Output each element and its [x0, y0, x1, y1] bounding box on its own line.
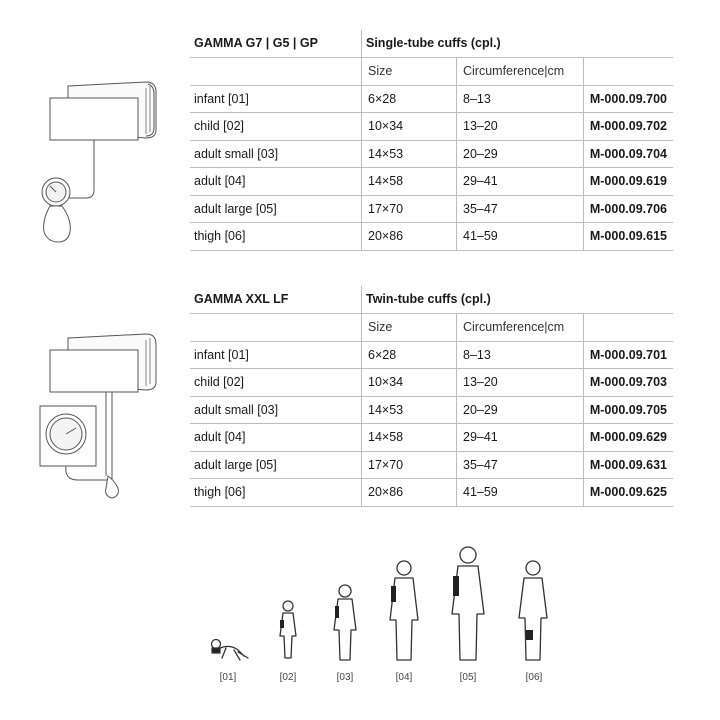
- figure-label-06: [06]: [525, 672, 543, 683]
- twin-tube-cuffs-table: [190, 286, 673, 507]
- table-row: [190, 396, 673, 424]
- figure-label-02: [02]: [279, 672, 297, 683]
- table-row: [190, 479, 673, 507]
- cuff-circumference: 13–20: [457, 113, 584, 141]
- article-code: M-000.09.619: [584, 168, 674, 196]
- table-row: [190, 195, 673, 223]
- table-row: [190, 113, 673, 141]
- cuff-name: child [02]: [190, 113, 362, 141]
- cuff-name: thigh [06]: [190, 223, 362, 251]
- handheld-gauge-illustration: [28, 80, 163, 250]
- article-code: M-000.09.704: [584, 140, 674, 168]
- adult-large-figure-icon: [452, 547, 484, 660]
- cuff-circumference: 20–29: [457, 140, 584, 168]
- article-code: M-000.09.629: [584, 424, 674, 452]
- table-row: [190, 168, 673, 196]
- table-row: [190, 85, 673, 113]
- cuff-name: thigh [06]: [190, 479, 362, 507]
- table-row: [190, 341, 673, 369]
- size-header: Size: [362, 58, 457, 86]
- cuff-name: adult [04]: [190, 168, 362, 196]
- single-tube-cuffs-table: [190, 30, 673, 251]
- cuff-name: adult small [03]: [190, 396, 362, 424]
- cuff-size: 14×58: [362, 168, 457, 196]
- article-code: M-000.09.631: [584, 451, 674, 479]
- circumference-header: Circumference|cm: [457, 58, 584, 86]
- cuff-name: adult small [03]: [190, 140, 362, 168]
- article-code: M-000.09.700: [584, 85, 674, 113]
- thigh-figure-icon: [505, 560, 565, 670]
- cuff-type: Twin-tube cuffs (cpl.): [362, 286, 674, 314]
- cuff-circumference: 35–47: [457, 195, 584, 223]
- infant-figure-icon: [212, 640, 249, 661]
- article-code: M-000.09.702: [584, 113, 674, 141]
- cuff-name: adult large [05]: [190, 451, 362, 479]
- figure-label-03: [03]: [336, 672, 354, 683]
- cuff-name: adult large [05]: [190, 195, 362, 223]
- cuff-circumference: 41–59: [457, 223, 584, 251]
- table-row: [190, 369, 673, 397]
- article-code: M-000.09.705: [584, 396, 674, 424]
- figure-label-05: [05]: [459, 672, 477, 683]
- cuff-size: 14×53: [362, 396, 457, 424]
- size-header: Size: [362, 314, 457, 342]
- table-row: [190, 424, 673, 452]
- child-figure-icon: [280, 601, 296, 658]
- wall-gauge-illustration: [28, 330, 163, 500]
- cuff-size: 14×53: [362, 140, 457, 168]
- figure-label-04: [04]: [395, 672, 413, 683]
- cuff-circumference: 29–41: [457, 424, 584, 452]
- article-code: M-000.09.625: [584, 479, 674, 507]
- cuff-circumference: 20–29: [457, 396, 584, 424]
- cuff-size: 20×86: [362, 223, 457, 251]
- cuff-name: adult [04]: [190, 424, 362, 452]
- cuff-size: 10×34: [362, 369, 457, 397]
- article-code: M-000.09.706: [584, 195, 674, 223]
- adult-small-figure-icon: [334, 585, 356, 660]
- article-code: M-000.09.701: [584, 341, 674, 369]
- cuff-size: 14×58: [362, 424, 457, 452]
- cuff-size: 20×86: [362, 479, 457, 507]
- article-code: M-000.09.703: [584, 369, 674, 397]
- table-row: [190, 140, 673, 168]
- cuff-size: 6×28: [362, 341, 457, 369]
- table-row: [190, 451, 673, 479]
- article-code: M-000.09.615: [584, 223, 674, 251]
- cuff-size: 17×70: [362, 451, 457, 479]
- cuff-circumference: 8–13: [457, 85, 584, 113]
- product-name: GAMMA G7 | G5 | GP: [190, 30, 362, 58]
- cuff-circumference: 41–59: [457, 479, 584, 507]
- cuff-placement-figures: [200, 540, 520, 670]
- cuff-size: 10×34: [362, 113, 457, 141]
- cuff-size: 6×28: [362, 85, 457, 113]
- cuff-name: infant [01]: [190, 341, 362, 369]
- cuff-circumference: 29–41: [457, 168, 584, 196]
- cuff-name: child [02]: [190, 369, 362, 397]
- cuff-circumference: 8–13: [457, 341, 584, 369]
- circumference-header: Circumference|cm: [457, 314, 584, 342]
- cuff-size: 17×70: [362, 195, 457, 223]
- figure-label-01: [01]: [219, 672, 237, 683]
- product-name: GAMMA XXL LF: [190, 286, 362, 314]
- cuff-circumference: 13–20: [457, 369, 584, 397]
- cuff-type: Single-tube cuffs (cpl.): [362, 30, 674, 58]
- cuff-circumference: 35–47: [457, 451, 584, 479]
- table-row: [190, 223, 673, 251]
- adult-figure-icon: [390, 561, 418, 660]
- cuff-name: infant [01]: [190, 85, 362, 113]
